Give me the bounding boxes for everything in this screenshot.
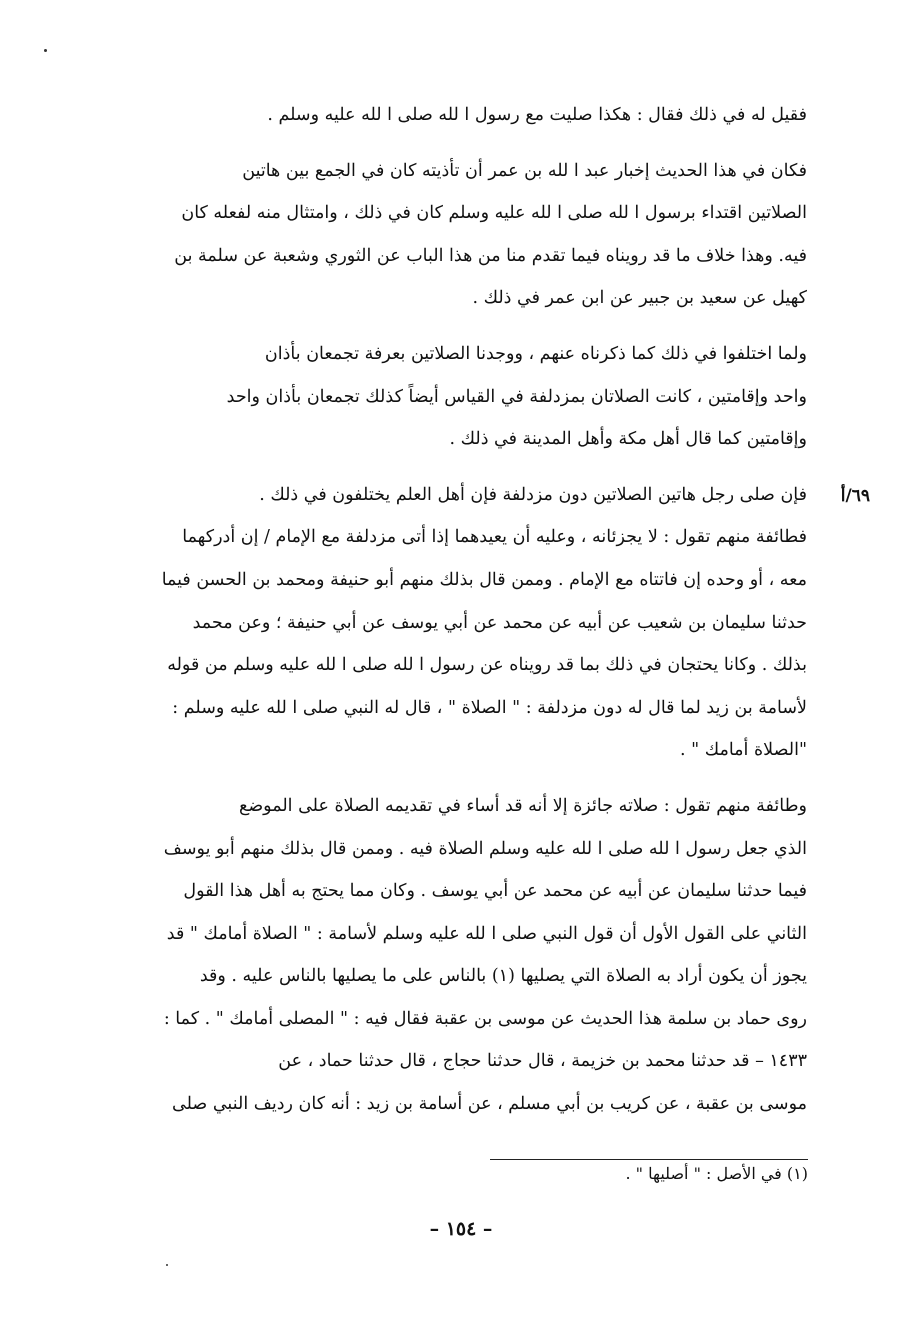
text-line: معه ، أو وحده إن فاتتاه مع الإمام . وممن قال بذلك منهم أبو حنيفة ومحمد بن الحسن فيما — [161, 569, 807, 590]
paragraph-gap — [95, 772, 807, 785]
text-line: وطائفة منهم تقول : صلاته جائزة إلا أنه قد أساء في تقديمه الصلاة على الموضع — [239, 795, 807, 816]
paragraph-gap — [95, 137, 807, 150]
text-line: فإن صلى رجل هاتين الصلاتين دون مزدلفة فإن أهل العلم يختلفون في ذلك . — [259, 484, 807, 505]
text-line: فقيل له في ذلك فقال : هكذا صليت مع رسول ا لله صلى ا لله عليه وسلم . — [267, 105, 807, 125]
paragraph-gap — [95, 320, 807, 333]
text-line: فيما حدثنا سليمان عن أبيه عن محمد عن أبي يوسف . وكان مما يحتج به أهل هذا القول — [183, 881, 807, 902]
margin-folio-note: ٦٩/أ — [840, 486, 870, 506]
text-line: واحد وإقامتين ، كانت الصلاتان بمزدلفة في القياس أيضاً كذلك تجمعان بأذان واحد — [226, 386, 807, 407]
text-line: ولما اختلفوا في ذلك كما ذكرناه عنهم ، ووجدنا الصلاتين بعرفة تجمعان بأذان — [264, 343, 807, 364]
text-line: كهيل عن سعيد بن جبير عن ابن عمر في ذلك . — [472, 288, 807, 309]
text-line: يجوز أن يكون أراد به الصلاة التي يصليها (١) بالناس على ما يصليها بالناس عليه . وقد — [199, 966, 807, 987]
body-text — [95, 94, 807, 1126]
text-line: وإقامتين كما قال أهل مكة وأهل المدينة في ذلك . — [449, 429, 807, 450]
text-line: موسى بن عقبة ، عن كريب بن أبي مسلم ، عن أسامة بن زيد : أنه كان رديف النبي صلى — [172, 1094, 807, 1115]
text-line: حدثنا سليمان بن شعيب عن أبيه عن محمد عن أبي يوسف عن أبي حنيفة ؛ وعن محمد — [192, 612, 807, 633]
text-line: بذلك . وكانا يحتجان في ذلك بما قد رويناه عن رسول ا لله صلى ا لله عليه وسلم من قوله — [167, 655, 807, 676]
scan-speck — [44, 49, 47, 52]
text-line: الذي جعل رسول ا لله صلى ا لله عليه وسلم الصلاة فيه . وممن قال بذلك منهم أبو يوسف — [163, 838, 807, 859]
text-line: لأسامة بن زيد لما قال له دون مزدلفة : " الصلاة " ، قال له النبي صلى ا لله عليه وسلم : — [172, 697, 807, 718]
text-line: روى حماد بن سلمة هذا الحديث عن موسى بن عقبة فقال فيه : " المصلى أمامك " . كما : — [163, 1008, 807, 1029]
paragraph-gap — [95, 461, 807, 474]
text-line: "الصلاة أمامك " . — [679, 740, 807, 761]
text-line: فطائفة منهم تقول : لا يجزئانه ، وعليه أن يعيدهما إذا أتى مزدلفة مع الإمام / إن أدركهما — [182, 527, 807, 548]
footnote: (١) في الأصل : " أصليها " . — [625, 1164, 808, 1183]
footnote-separator — [490, 1159, 808, 1160]
text-line: فيه. وهذا خلاف ما قد رويناه فيما تقدم منا من هذا الباب عن الثوري وشعبة عن سلمة بن — [174, 245, 807, 266]
text-line: ١٤٣٣ – قد حدثنا محمد بن خزيمة ، قال حدثنا حجاج ، قال حدثنا حماد ، عن — [278, 1051, 807, 1072]
page-number: – ١٥٤ – — [429, 1218, 493, 1240]
text-line: الصلاتين اقتداء برسول ا لله صلى ا لله عليه وسلم كان في ذلك ، وامتثال منه لفعله كان — [181, 203, 807, 224]
scan-speck — [166, 1264, 168, 1266]
text-line: الثاني على القول الأول أن قول النبي صلى ا لله عليه وسلم لأسامة : " الصلاة أمامك " قد — [166, 923, 807, 944]
text-line: فكان في هذا الحديث إخبار عبد ا لله بن عمر أن تأذيته كان في الجمع بين هاتين — [242, 160, 807, 181]
